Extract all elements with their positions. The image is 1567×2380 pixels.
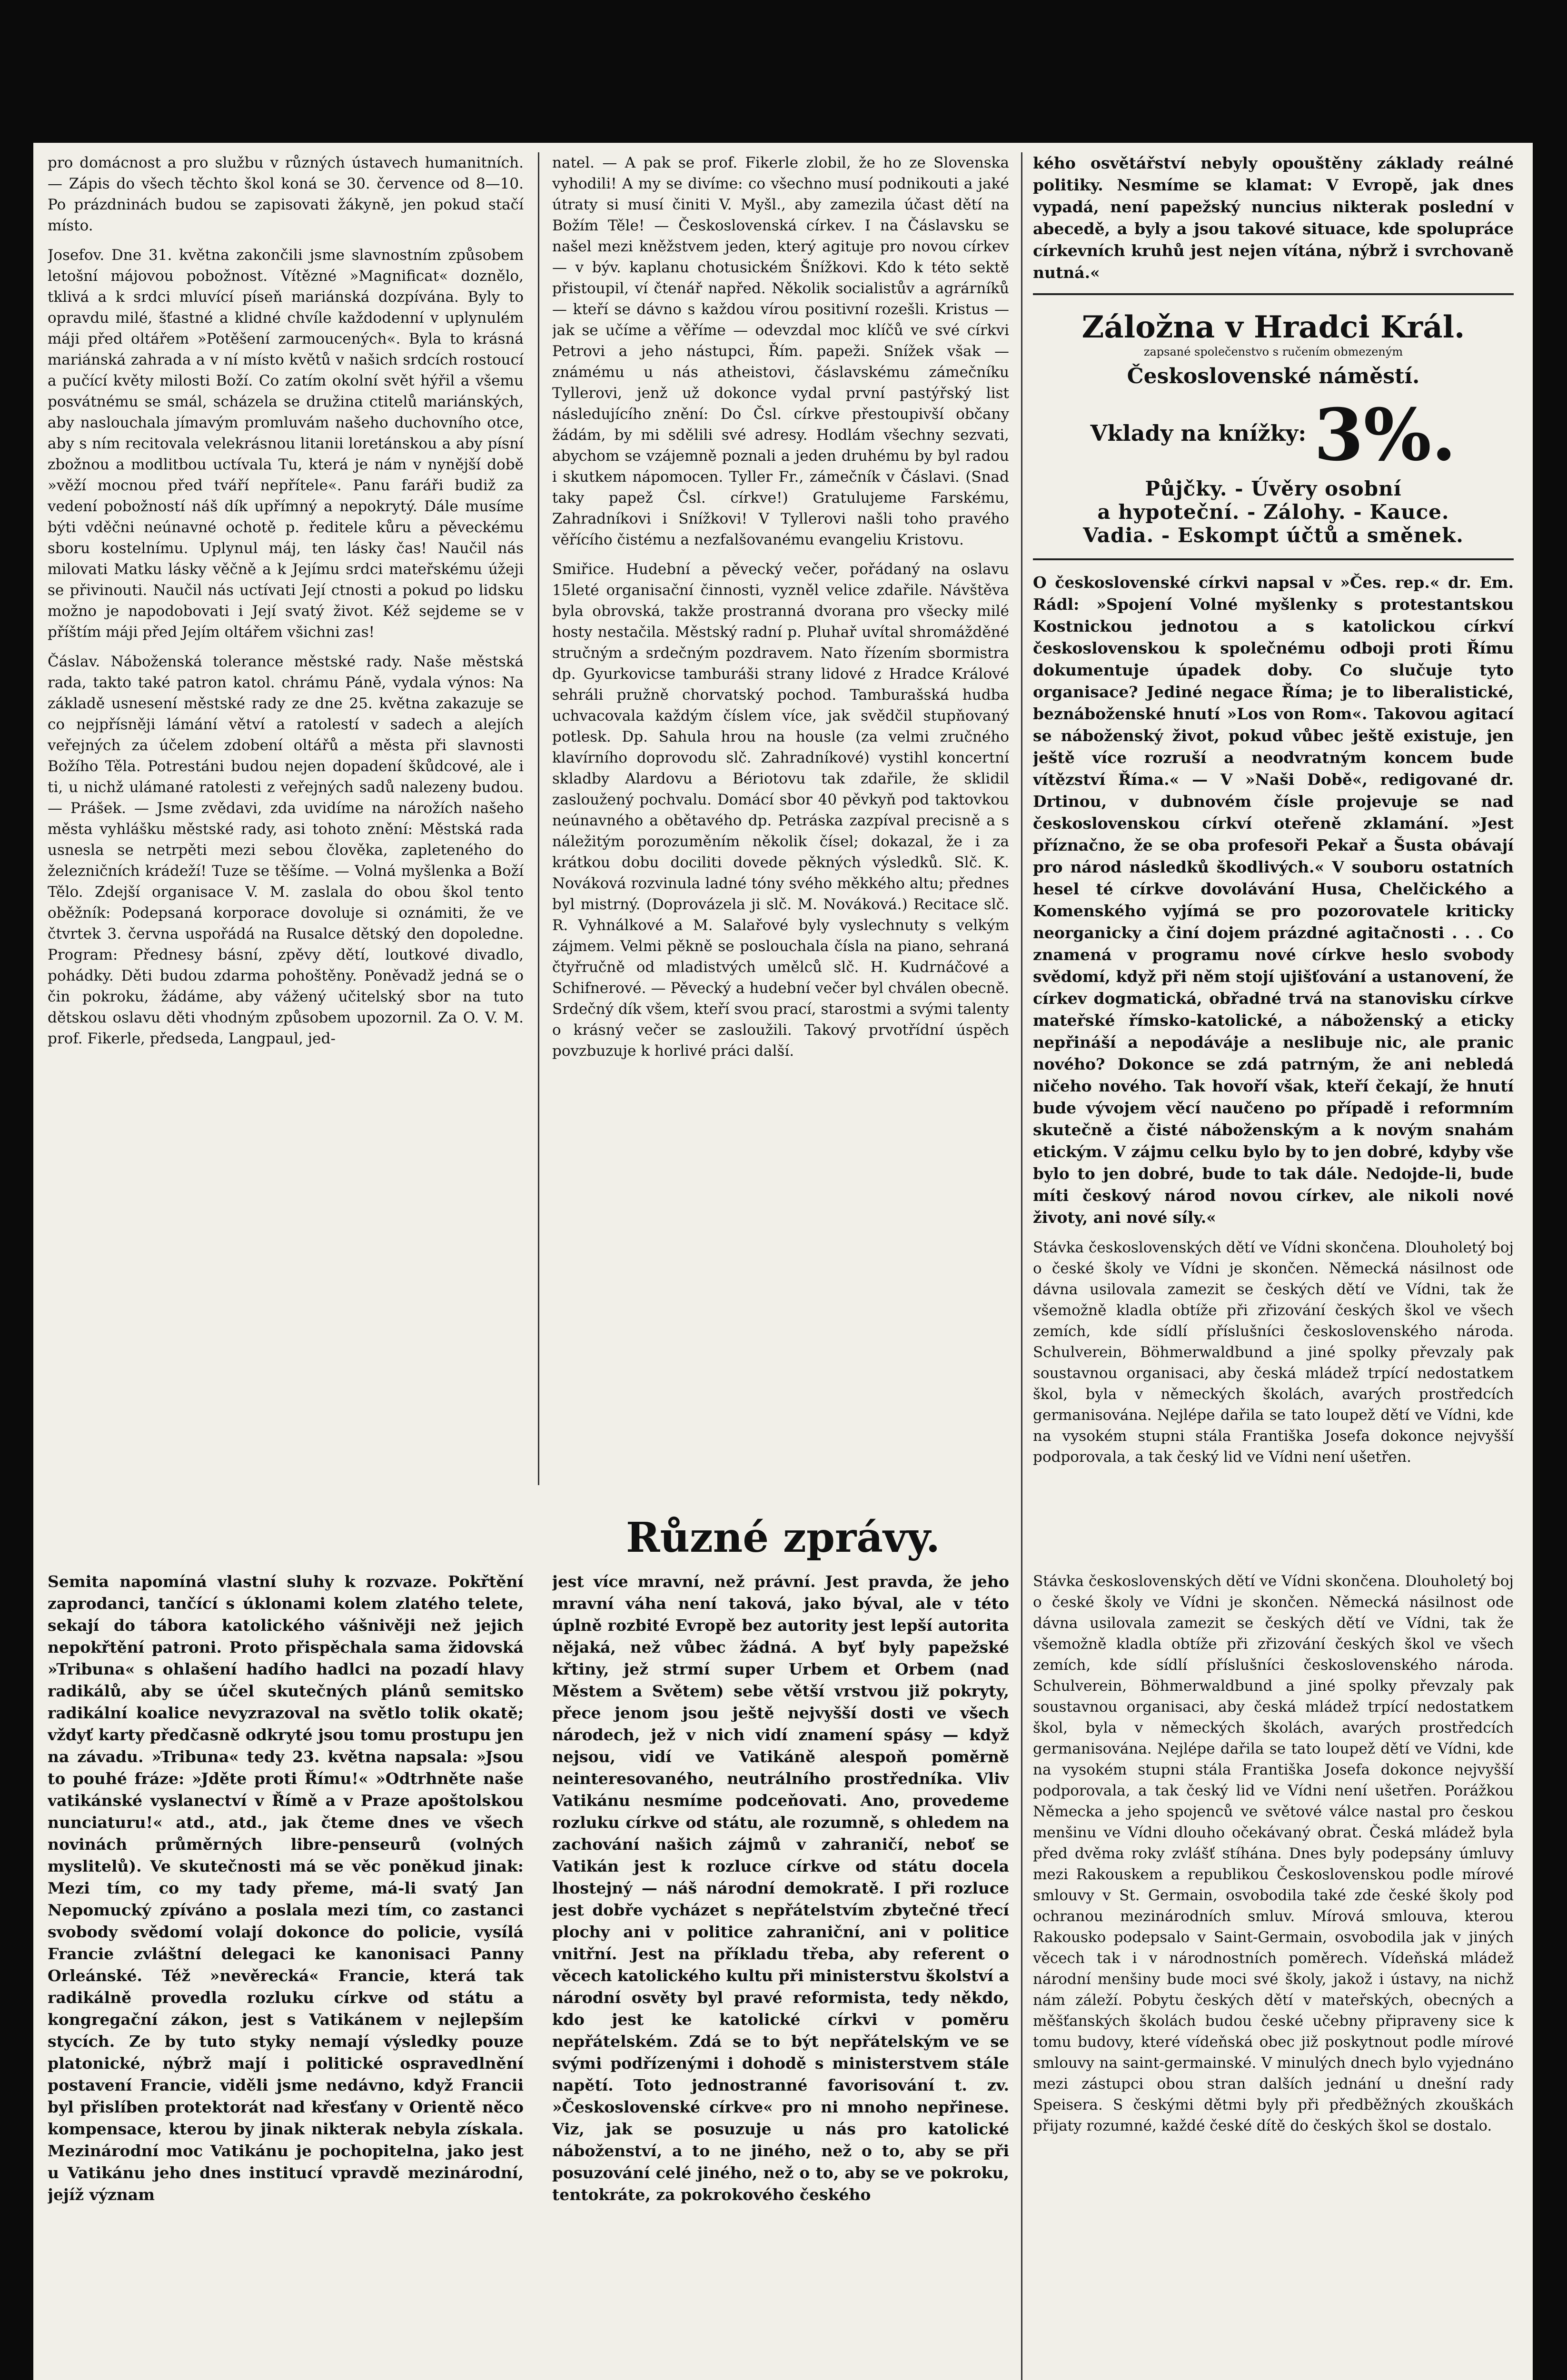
article-paragraph: natel. — A pak se prof. Fikerle zlobil, že ho ze Slovenska vyhodili! A my se divíme: co všechno musí podnikouti a jaké útraty si musí činiti V. Myšl., aby zamezila účast dětí na Božím Těle! — Československá církev. I na Čáslavsku se našel mezi kněžstvem jeden, který agituje pro novou církev — v býv. kaplanu chotusickém Šnížkovi. Kdo k této sektě přistoupil, ví čtenář napřed. Několik socialistův a agrárníků — kteří se dávno s každou vírou positivní rozešli. Kristus — jak se učíme a věříme — odevzdal moc klíčů ve své církvi Petrovi a jeho nástupci, Řím. papeži. Snížek však — známému u nás atheistovi, čáslavskému zámečníku Tyllerovi, jenž už dokonce vydal první pastýřský list následujícího znění: Do Čsl. církve přestoupivší občany žádám, by mi sdělili své adresy. Hodlám všechny sezvati, abychom se vzájemně poznali a jeden druhému by byl radou i skutkem nápomocen. Tyller Fr., zámečník v Čáslavi. (Snad taky papež Čsl. církve!) Gratulujeme Farskému, Zahradníkovi i Snížkovi! V Tyllerovi našli toho pravého věřícího čistému a nezfalšovanému evangeliu Kristovu. (552, 154, 1009, 548)
newspaper-page (33, 143, 1533, 2380)
column-3 (1033, 152, 1514, 1557)
section-heading: Různé zprávy. (625, 1514, 941, 1562)
article-paragraph: Stávka československých dětí ve Vídni skončena. Dlouholetý boj o české školy ve Vídni je skončen. Německá násilnost ode dávna usilovala zamezit se českých dětí ve Vídni, tak že všemožně kladla obtíže při zřizování českých škol ve všech zemích, kde sídlí příslušníci československého národa. Schulverein, Böhmerwaldbund a jiné spolky převzaly pak soustavnou organisaci, aby česká mládež trpící nedostatkem škol, byla v německých školách, avarých prostředcích germanisována. Nejlépe dařila se tato loupež dětí ve Vídni, kde na vysokém stupni stála Františka Josefa dokonce nejvyšší podporovala, a tak český lid ve Vídni není ušetřen. (1033, 1239, 1514, 1466)
article-paragraph: pro domácnost a pro službu v různých ústavech humanitních. — Zápis do všech těchto škol koná se 30. července od 8—10. Po prázdninách budou se zapisovati žákyně, jen pokud stačí místo. (48, 154, 524, 234)
ad-title: Záložna v Hradci Král. (1081, 309, 1465, 345)
ad-rate: 3%. (1314, 393, 1457, 477)
article-paragraph: Čáslav. Náboženská tolerance městské rady. Naše městská rada, takto také patron katol. chrámu Páně, vydala výnos: Na základě usnesení městské rady ze dne 25. května zakazuje se co nejpřísněji lámání větví a ratolestí v sadech a alejích veřejných za účelem zdobení oltářů a města při slavnosti Božího Těla. Potrestáni budou nejen dopadení škůdcové, ale i ti, u nichž ulámané ratolesti z veřejných sadů nalezeny budou. — Prášek. — Jsme zvědavi, zda uvidíme na nárožích našeho města vyhlášku městské rady, asi tohoto znění: Městská rada usnesla se netrpěti mezi sebou člověka, zapleteného do železničních krádeží! Tuze se těšíme. — Volná myšlenka a Boží Tělo. Zdejší organisace V. M. zaslala do obou škol tento oběžník: Podepsaná korporace dovoluje si oznámiti, že ve čtvrtek 3. června uspořádá na Rusalce dětský den dopoledne. Program: Přednesy básní, zpěvy dětí, loutkové divadlo, pohádky. Děti budou zdarma pohoštěny. Poněvadž jedná se o čin pokroku, žádáme, aby vážený učitelský sbor na tuto dětskou oslavu děti vhodným způsobem upozornil. Za O. V. M. prof. Fikerle, předseda, Langpaul, jed- (48, 653, 524, 1047)
column-divider (1021, 152, 1022, 2380)
advertisement (1033, 309, 1514, 547)
column-1 (48, 152, 524, 1523)
ad-rate-row (1033, 393, 1514, 477)
ad-subtitle: zapsané společenstvo s ručením obmezeným (1143, 345, 1403, 358)
ad-line: Vadia. - Eskompt účtů a směnek. (1083, 524, 1464, 547)
article-paragraph: O československé církvi napsal v »Čes. rep.« dr. Em. Rádl: »Spojení Volné myšlenky s protestantskou Kostnickou jednotou a s katolickou církví československou k společnému odboji proti Římu dokumentuje úpadek doby. Co slučuje tyto organisace? Jediné negace Říma; je to liberalistické, beznáboženské hnutí »Los von Rom«. Takovou agitací se náboženský život, pokud vůbec ještě existuje, jen ještě více rozruší a neodvratným koncem bude vítězství Říma.« — V »Naši Době«, redigované dr. Drtinou, v dubnovém čísle projevuje se nad československou církví oteřeně zklamání. »Jest příznačno, že se oba profesoři Pekař a Šusta obávají pro národ následků škodlivých.« V souboru ostatních hesel té církve dovolávání Husa, Chelčického a Komenského vyjímá se pro pozorovatele kriticky neorganicky a činí dojem prázdné agitačnosti . . . Co znamená v programu nové církve heslo svobody svědomí, když při něm stojí ujišťování a ustanovení, že církev dogmatická, obřadné trvá na stanovisku církve mateřské římsko-katolické, a náboženský a eticky nepřináší a nepodáváje a neslibuje nic, ale pranic nového? Dokonce se zdá patrným, že ani nebledá ničeho nového. Tak hovoří však, kteří čekají, že hnutí bude vývojem věcí naučeno po případě i reformním skutečně a čisté náboženským a k novým snahám etickým. V zájmu celku bylo by to jen dobré, kdyby vše bylo to jen dobré, bude to tak dále. Nedojde-li, bude míti českový národ novou církev, ale nikoli nové životy, ani nové síly.« (1033, 573, 1514, 1227)
divider (1033, 293, 1514, 295)
ad-line: Půjčky. - Úvěry osobní (1145, 477, 1402, 500)
ad-place: Československé náměstí. (1127, 364, 1420, 388)
column-2-lower (552, 1571, 1009, 2380)
divider (1033, 558, 1514, 560)
column-3-lower (1033, 1571, 1514, 2380)
article-paragraph: Smiřice. Hudební a pěvecký večer, pořádaný na oslavu 15leté organisační činnosti, vyzněl velice zdařile. Návštěva byla obrovská, takže prostranná dvorana pro všecky milé hosty nestačila. Městský radní p. Pluhař uvítal shromážděné stručným a srdečným pozdravem. Nato řízením sbormistra dp. Gyurkovicse tamburáši strany lidové z Hradce Králové sehráli pružně chorvatský pochod. Tamburašská hudba uchvacovala každým číslem více, jak svědčil stupňovaný potlesk. Dp. Sahula hrou na housle (za velmi zručného klavírního doprovodu slč. Zahradníkové) vystihl koncertní skladby Alardovu a Bériotovu tak zdařile, že sklidil zasloužený pochvalu. Domácí sbor 40 pěvkyň pod taktovkou neúnavného a obětavého dp. Petráska zazpíval precisně a s náležitým porozuměním několik čísel; dokazal, že i za krátkou dobu dociliti dovede pěkných výsledků. Slč. K. Nováková rozvinula ladné tóny svého měkkého altu; přednes byl mistrný. (Doprovázela ji slč. M. Nováková.) Recitace slč. R. Vyhnálkové a M. Salařové byly vyslechnuty s velkým zájmem. Velmi pěkně se poslouchala čísla na piano, sehraná čtyřručně od mladistvých umělců slč. H. Kudrnáčové a Schifnerové. — Pěvecký a hudební večer byl chválen obecně. Srdečný dík všem, kteří svou prací, starostmi a svými talenty o krásný večer se zasloužili. Takový prvotřídní úspěch povzbuzuje k horlivé práci další. (552, 561, 1009, 1060)
article-paragraph: Semita napomíná vlastní sluhy k rozvaze. Pokřtění zaprodanci, tančící s úklonami kolem zlatého telete, sekají do tábora katolického vášnivěji než jejich nepokřtění patroni. Proto přispěchala sama židovská »Tribuna« s ohlašení hadího hadlci na pozadí hlavy radikálů, aby se účel skutečných plánů semitsko radikální koalice nevyzrazoval na světlo tolik okatě; vždyť karty předčasně odkryté jsou tomu prostupu jen na závadu. »Tribuna« tedy 23. května napsala: »Jsou to pouhé fráze: »Jděte proti Římu!« »Odtrhněte naše vatikánské vyslanectví v Římě a v Praze apoštolskou nunciaturu!« atd., atd., jak čteme dnes ve všech novinách průměrných libre-penseurů (volných myslitelů). Ve skutečnosti má se věc poněkud jinak: Mezi tím, co my tady přeme, má-li svatý Jan Nepomucký zpíváno a poslala mezi tím, co zastanci svobody svědomí volají dokonce do policie, vysílá Francie zvláštní delegaci ke kanonisaci Panny Orleánské. Též »nevěrecká« Francie, která tak radikálně provedla rozluku církve od státu a kongregační zákon, jest s Vatikánem v nejlepším stycích. Ze by tuto styky nemají výsledky pouze platonické, nýbrž mají i politické ospravedlnění postavení Francie, viděli jsme nedávno, když Francii byl přislíben protektorát nad křesťany v Orientě něco kompensace, kterou by jinak nikterak nebyla získala. Mezinárodní moc Vatikánu je pochopitelna, jako jest u Vatikánu jeho dnes institucí vpravdě mezinárodní, jejíž význam (48, 1572, 524, 2204)
article-paragraph: jest více mravní, než právní. Jest pravda, že jeho mravní váha není taková, jako býval, ale v této úplně rozbité Evropě bez autority jest lepší autorita nějaká, než vůbec žádná. A byť byly papežské křtiny, jež strmí super Urbem et Orbem (nad Městem a Světem) sebe větší vrstvou již pokryty, přece jenom jsou ještě nejvyšší dosti ve všech národech, jež v nich vidí znamení spásy — když nejsou, vidí ve Vatikáně alespoň poměrně neinteresovaného, neutrálního prostředníka. Vliv Vatikánu nesmíme podceňovati. Ano, provedeme rozluku církve od státu, ale rozumně, s ohledem na zachování našich zájmů v zahraničí, neboť se Vatikán jest k rozluce církve od státu docela lhostejný — náš národní demokratě. I při rozluce jest dobře vycházet s nepřátelstvím zbytečné třecí plochy ani v politice zahraniční, ani v politice vnitřní. Jest na příkladu třeba, aby referent o věcech katolického kultu při ministerstvu školství a národní osvěty byl pravé reformista, tedy někdo, kdo jest ke katolické církvi v poměru nepřátelském. Zdá se to být nepřátelským ve se svými podřízenými i dohodě s ministerstvem stále napětí. Toto jednostranné favorisování t. zv. »Československé církve« pro ni mnoho nepřinese. Viz, jak se posuzuje u nás pro katolické náboženství, a to ne jiného, než o to, aby se při posuzování celé jiného, než o to, aby se ve pokroku, tentokráte, za pokrokového českého (552, 1572, 1009, 2204)
column-divider (538, 152, 539, 1485)
article-paragraph: kého osvětářství nebyly opouštěny základy reálné politiky. Nesmíme se klamat: V Evropě, jak dnes vypadá, není papežský nuncius nikterak poslední v abecedě, a byly a jsou takové situace, kde spolupráce církevních kruhů jest nejen vítána, nýbrž i svrchovaně nutná.« (1033, 154, 1514, 282)
article-paragraph: Josefov. Dne 31. května zakončili jsme slavnostním způsobem letošní májovou pobožnost. Vítězné »Magnificat« doznělo, tklivá a k srdci mluvící píseň mariánská dozpívána. Byly to opravdu milé, šťastné a klidné chvíle každodenní v uplynulém máji před oltářem »Potěšení zarmoucených«. Byla to krásná mariánská zahrada a v ní místo květů v našich srdcích rostoucí a pučící květy milosti Boží. Co zatím okolní svět hýřil a všemu posvátnému se smál, scházela se družina ctitelů mariánských, aby naslouchala jímavým promluvám našeho duchovního otce, aby s ním recitovala velekrásnou litanii loretánskou a aby písní zbožnou a modlitbou uctívala Tu, která je nám v nynější době »věží mocnou před tváří nepřítele«. Panu faráři budiž za vedení pobožností náš dík upřímný a nepokrytý. Dále musíme býti vděčni neúnavné ochotě p. ředitele kůru a pěveckému sboru kostelnímu. Uplynul máj, ten lásky čas! Naučil nás milovati Matku lásky věčně a k Jejímu srdci mateřskému úžeji se přivinouti. Naučil nás uctívati Její ctnosti a pokud po lidsku možno je napodobovati i Její svatý život. Kéž sejdeme se v příštím máji před Jejím oltářem všichni zas! (48, 247, 524, 641)
ad-deposits: Vklady na knížky: (1090, 420, 1307, 446)
column-1-lower (48, 1571, 524, 2380)
ad-line: a hypoteční. - Zálohy. - Kauce. (1097, 500, 1449, 524)
column-2 (552, 152, 1009, 1466)
article-paragraph: Stávka československých dětí ve Vídni skončena. Dlouholetý boj o české školy ve Vídni je skončen. Německá násilnost ode dávna usilovala zamezit se českých dětí ve Vídni, tak že všemožně kladla obtíže při zřizování českých škol ve všech zemích, kde sídlí příslušníci československého národa. Schulverein, Böhmerwaldbund a jiné spolky převzaly pak soustavnou organisaci, aby česká mládež trpící nedostatkem škol, byla v německých školách, avarých prostředcích germanisována. Nejlépe dařila se tato loupež dětí ve Vídni, kde na vysokém stupni stála Františka Josefa dokonce nejvyšší podporovala, a tak český lid ve Vídni není ušetřen. Porážkou Německa a jeho spojenců ve světové válce nastal pro českou menšinu ve Vídni dlouho očekávaný obrat. Česká mládež byla před dvěma roky zvlášť stíhána. Dnes byly podepsány úmluvy mezi Rakouskem a republikou Československou podle mírové smlouvy v St. Germain, osvobodila také zde české školy pod ochranou mezinárodních smluv. Mírová smlouva, kterou Rakousko podepsalo v Saint-Germain, osvobodila jak v jiných věcech tak i v národnostních poměrech. Vídeňská mládež národní menšiny bude moci své školy, jakož i ústavy, na nichž nám záleží. Pobytu českých dětí v mateřských, obecných a měšťanských školách budou české učebny připraveny sice k tomu budovy, které vídeňská obec již poskytnout podle mírové smlouvy na saint-germainské. V minulých dnech bylo vyjednáno mezi zástupci obou stran dalších jednání u dnešní rady Speisera. S českými dětmi byly při předběžných zkouškách přijaty rozumné, každé české dítě do českých škol se dostalo. (1033, 1573, 1514, 2134)
